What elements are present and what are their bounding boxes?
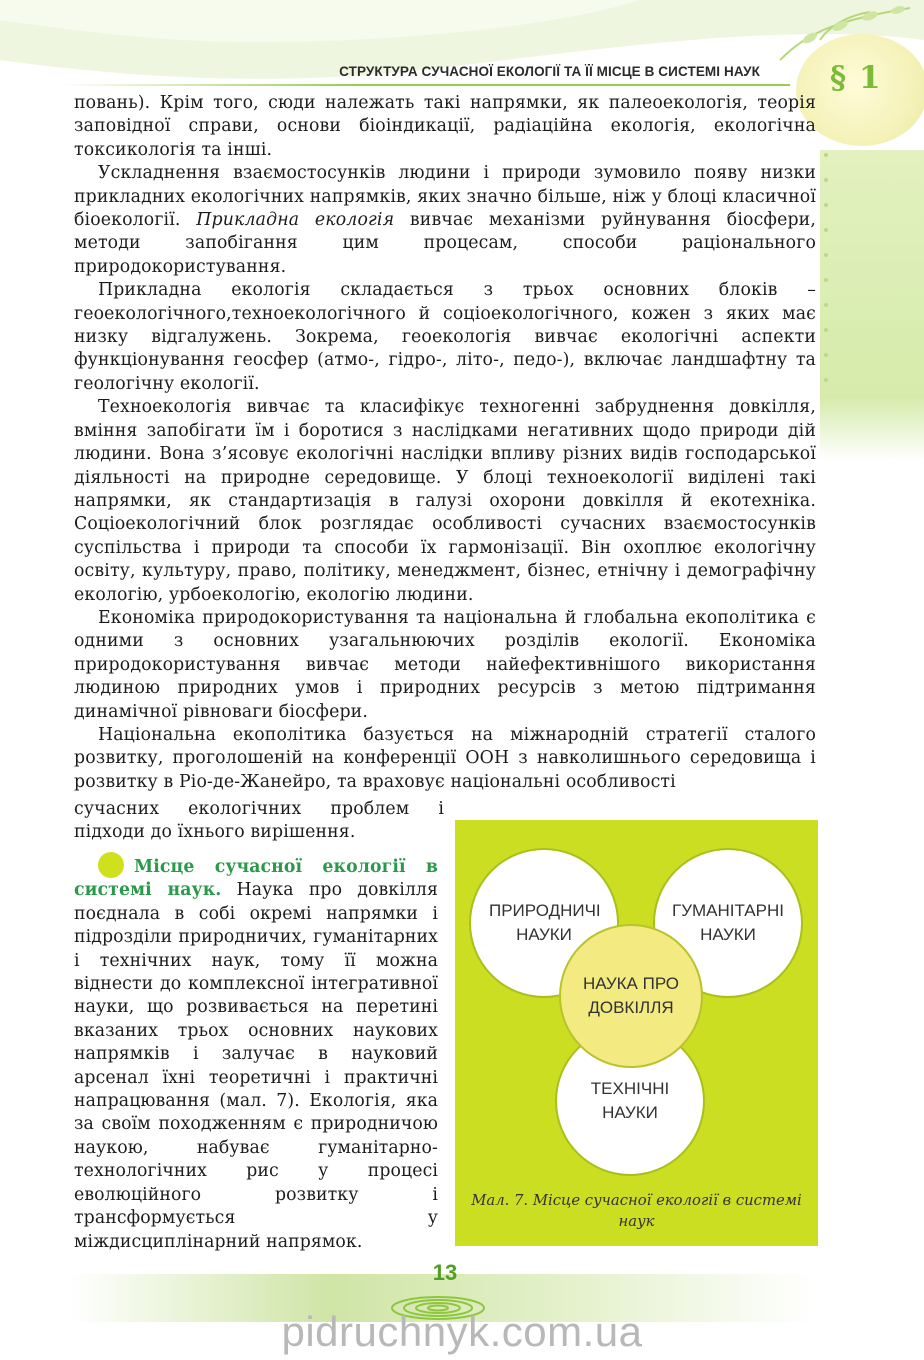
section-text: Наука про довкілля поєднала в собі окремі напрямки і підрозділи природничих, гуманітарних і технічних наук, тому її можна віднести до комплексної інтегративної науки, що розвивається на перетині вказаних трьох основних наукових напрямків і залучає в науковий арсенал їхні теоретичні і практичні напрацювання (мал. 7). Екологія, яка за своїм походженням є природничою наукою, набуває гуманітарно-технологічних рис у процесі еволюційного розвитку і трансформується у міждисциплінарний напрямок. (74, 880, 438, 1252)
paragraph: Економіка природокористування та національна й глобальна екополітика є одними з основних узагальнюючих розділів екології. Економіка природокористування вивчає методи найефективнішого використання людиною природних умов і природних ресурсів з метою підтримання динамічної рівноваги біосфери. (74, 607, 816, 722)
page-number: 13 (432, 1260, 458, 1285)
circle-technical-sciences: ТЕХНІЧНІ НАУКИ (555, 1026, 705, 1176)
section-number: § 1 (830, 60, 882, 96)
side-dots-decoration (818, 110, 834, 400)
section-science-place (74, 852, 438, 1254)
circle-natural-sciences: ПРИРОДНИЧІ НАУКИ (469, 848, 619, 998)
header-rule (60, 84, 790, 86)
figure-diagram (455, 820, 818, 1246)
circle-humanities: ГУМАНІТАРНІ НАУКИ (653, 848, 803, 998)
main-text (74, 92, 816, 794)
figure-caption: Мал. 7. Місце сучасної екології в системі наук (471, 1192, 802, 1230)
watermark-url: pidruchnyk.com.ua (281, 1308, 643, 1355)
paragraph: Національна екополітика базується на міжнародній стратегії сталого розвитку, проголошеній на конференції ООН з навколишнього середовища і розвитку в Ріо-де-Жанейро, та враховує національні особливості (74, 724, 816, 792)
running-header-title: СТРУКТУРА СУЧАСНОЇ ЕКОЛОГІЇ ТА ЇЇ МІСЦЕ В СИСТЕМІ НАУК (339, 64, 760, 79)
paragraph: повань). Крім того, сюди належать такі напрямки, як палеоекологія, теорія заповідної справи, основи біоіндикації, радіаційна екологія, екологічна токсикологія та інші. (74, 93, 816, 160)
circle-environmental-science: НАУКА ПРО ДОВКІЛЛЯ (559, 924, 703, 1068)
term-applied-ecology: Прикладна екологія (196, 210, 395, 231)
paragraph: Прикладна екологія складається з трьох основних блоків – геоекологічного,техноекологічного й соціоекологічного, кожен з яких має низку відгалужень. Зокрема, геоекологія вивчає екологічні аспекти функціонування геосфер (атмо-, гідро-, літо-, педо-), включає ландшафтну та геологічну екології. (74, 280, 816, 394)
side-color-band (820, 150, 924, 460)
paragraph-continuation: сучасних екологічних проблем і підходи до їхнього вирішення. (74, 799, 444, 843)
bullet-icon (98, 852, 124, 878)
paragraph: Техноекологія вивчає та класифікує техногенні забруднення довкілля, вміння запобігати їм і боротися з наслідками негативних щодо природи дій людини. Вона з’ясовує екологічні наслідки впливу різних видів господарської діяльності на природне середовище. У блоці техноекології виділені такі напрямки, як стандартизація в галузі охорони довкілля й екотехніка. Соціоекологічний блок розглядає особливості сучасних взаємостосунків суспільства і природи та способи їх гармонізації. Він охоплює екологічну освіту, культуру, право, політику, менеджмент, бізнес, етнічну і демографічну екологію, урбоекологію, екологію людини. (74, 397, 816, 605)
section-heading: Місце сучасної екології в системі наук. (74, 857, 438, 901)
paragraph: Ускладнення взаємостосунків людини і природи зумовило появу низки прикладних екологічних напрямків, яких значно більше, ніж у блоці класичної біоекології. Прикладна екологія вивчає механізми руйнування біосфери, методи запобігання цим процесам, способи раціонального природокористування. (74, 163, 816, 277)
